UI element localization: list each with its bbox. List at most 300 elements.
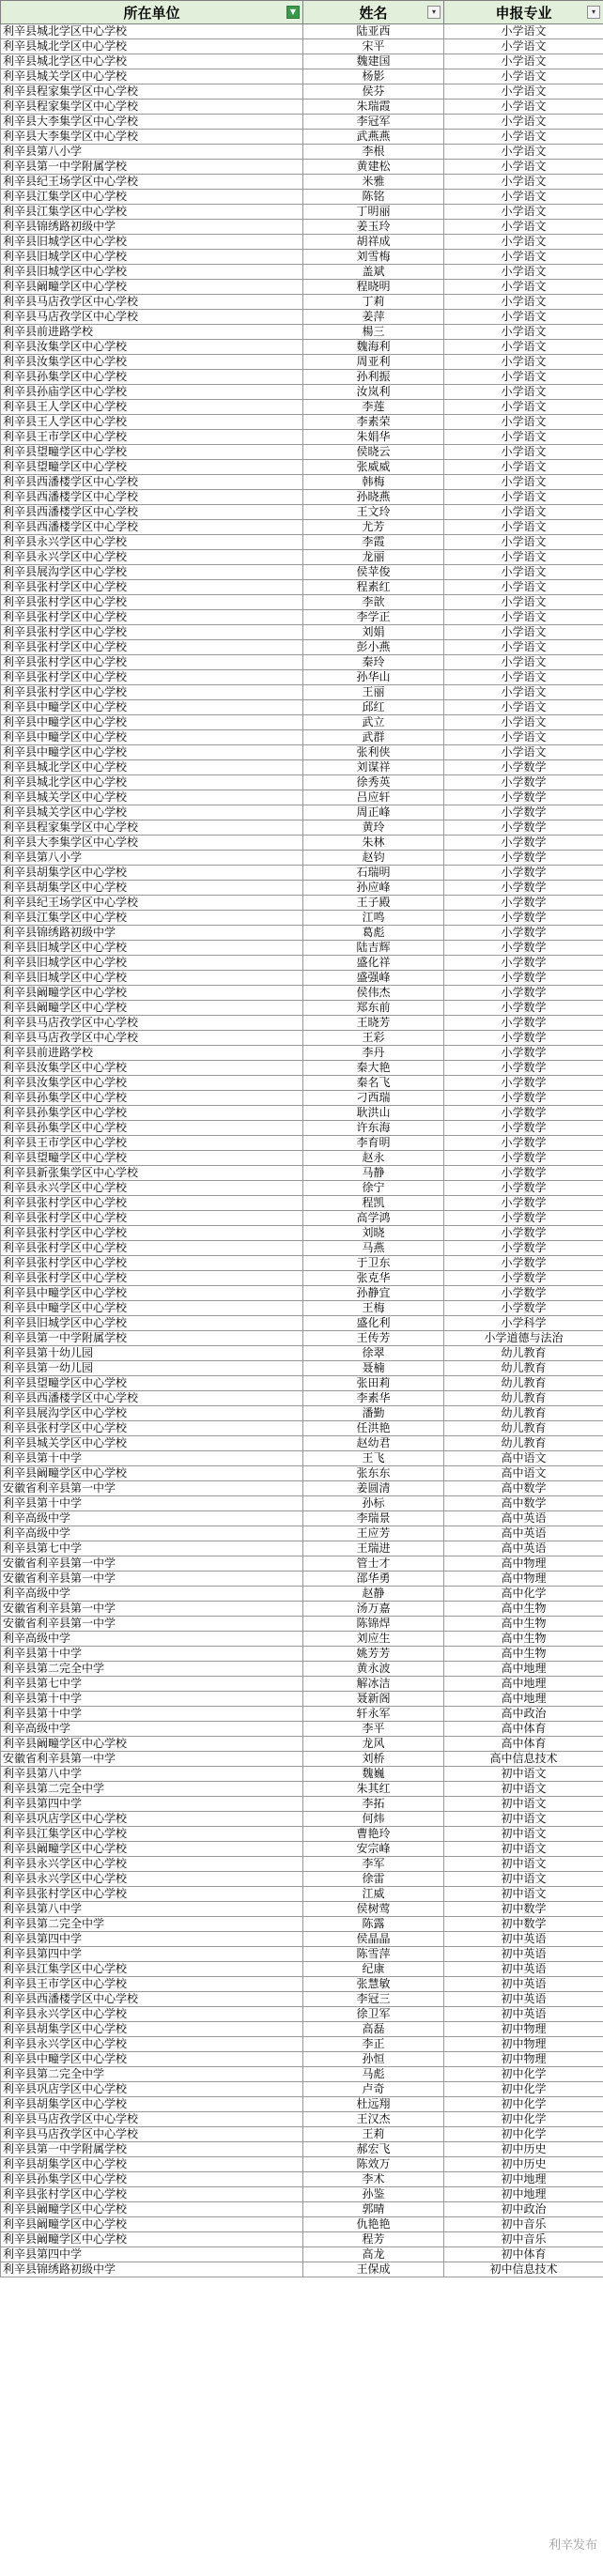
table-row: [1, 2172, 603, 2187]
cell-unit: 利辛县孙集学区中心学校: [1, 2172, 303, 2187]
cell-unit: 利辛县张村学区中心学校: [1, 625, 303, 640]
table-row: [1, 625, 603, 640]
cell-major: 高中体育: [444, 1737, 603, 1752]
cell-unit: 利辛县第二完全中学: [1, 1782, 303, 1797]
cell-unit: 利辛县前进路学校: [1, 325, 303, 340]
table-row: [1, 1346, 603, 1361]
cell-major: 小学语文: [444, 295, 603, 310]
cell-major: 小学数学: [444, 1121, 603, 1136]
cell-name: 高磊: [303, 2022, 444, 2037]
cell-unit: 利辛县程家集学区中心学校: [1, 820, 303, 836]
cell-unit: 利辛县张村学区中心学校: [1, 595, 303, 610]
cell-name: 武燕燕: [303, 130, 444, 145]
cell-name: 张东东: [303, 1466, 444, 1481]
cell-name: 解冰洁: [303, 1677, 444, 1692]
cell-major: 初中英语: [444, 2007, 603, 2022]
cell-name: 葛彪: [303, 926, 444, 941]
cell-unit: 利辛县城关学区中心学校: [1, 805, 303, 820]
cell-major: 高中数学: [444, 1496, 603, 1511]
cell-name: 龙风: [303, 1737, 444, 1752]
cell-name: 武立: [303, 715, 444, 730]
cell-name: 赵静: [303, 1587, 444, 1602]
table-row: [1, 1406, 603, 1421]
cell-unit: 利辛高级中学: [1, 1526, 303, 1541]
table-row: [1, 400, 603, 415]
cell-name: 孙华山: [303, 670, 444, 685]
cell-unit: 利辛县锦绣路初级中学: [1, 220, 303, 235]
cell-name: 秦名飞: [303, 1076, 444, 1091]
cell-unit: 利辛县第四中学: [1, 1797, 303, 1812]
table-row: [1, 1031, 603, 1046]
cell-major: 小学数学: [444, 1031, 603, 1046]
table-row: [1, 1977, 603, 1992]
cell-major: 高中语文: [444, 1451, 603, 1466]
cell-name: 周亚利: [303, 355, 444, 370]
cell-major: 小学语文: [444, 685, 603, 700]
cell-unit: 利辛县阚疃学区中心学校: [1, 2202, 303, 2217]
table-row: [1, 535, 603, 550]
cell-unit: 利辛县孙集学区中心学校: [1, 1106, 303, 1121]
cell-unit: 利辛县汝集学区中心学校: [1, 340, 303, 355]
cell-name: 管士才: [303, 1556, 444, 1572]
cell-major: 小学语文: [444, 460, 603, 475]
table-row: [1, 265, 603, 280]
cell-name: 李莲: [303, 400, 444, 415]
cell-name: 张慧敏: [303, 1977, 444, 1992]
cell-name: 卢奇: [303, 2082, 444, 2097]
cell-name: 石瑞明: [303, 866, 444, 881]
table-row: [1, 1827, 603, 1842]
cell-name: 曹艳玲: [303, 1827, 444, 1842]
table-row: [1, 926, 603, 941]
cell-unit: 利辛县城关学区中心学校: [1, 69, 303, 84]
cell-unit: 利辛县张村学区中心学校: [1, 1256, 303, 1271]
cell-name: 江威: [303, 1887, 444, 1902]
cell-name: 彭小燕: [303, 640, 444, 655]
cell-unit: 利辛县王市学区中心学校: [1, 1977, 303, 1992]
cell-major: 小学数学: [444, 760, 603, 775]
table-row: [1, 836, 603, 851]
cell-major: 小学数学: [444, 1046, 603, 1061]
table-row: [1, 805, 603, 820]
cell-unit: 利辛县旧城学区中心学校: [1, 956, 303, 971]
table-row: [1, 1361, 603, 1376]
cell-unit: 利辛县城关学区中心学校: [1, 1436, 303, 1451]
table-row: [1, 145, 603, 160]
cell-name: 徐翠: [303, 1346, 444, 1361]
cell-name: 尤芳: [303, 520, 444, 535]
cell-name: 侯晓云: [303, 445, 444, 460]
cell-major: 初中数学: [444, 1917, 603, 1932]
cell-unit: 利辛县第二完全中学: [1, 1662, 303, 1677]
cell-unit: 利辛县马店孜学区中心学校: [1, 2112, 303, 2127]
cell-name: 李术: [303, 2172, 444, 2187]
table-row: [1, 1451, 603, 1466]
table-row: [1, 370, 603, 385]
cell-unit: 利辛县马店孜学区中心学校: [1, 2127, 303, 2142]
cell-unit: 利辛县中疃学区中心学校: [1, 2052, 303, 2067]
cell-major: 小学语文: [444, 655, 603, 670]
cell-name: 李冠三: [303, 1992, 444, 2007]
cell-unit: 利辛县江集学区中心学校: [1, 1827, 303, 1842]
cell-major: 高中生物: [444, 1632, 603, 1647]
cell-major: 小学数学: [444, 775, 603, 790]
table-row: [1, 475, 603, 490]
cell-major: 小学语文: [444, 700, 603, 715]
cell-major: 小学语文: [444, 190, 603, 205]
table-row: [1, 775, 603, 790]
cell-major: 初中化学: [444, 2127, 603, 2142]
cell-unit: 利辛县纪王场学区中心学校: [1, 896, 303, 911]
cell-major: 小学语文: [444, 54, 603, 69]
cell-major: 小学语文: [444, 24, 603, 39]
cell-unit: 利辛县中疃学区中心学校: [1, 700, 303, 715]
table-row: [1, 385, 603, 400]
table-row: [1, 715, 603, 730]
cell-unit: 利辛县大李集学区中心学校: [1, 115, 303, 130]
cell-major: 高中地理: [444, 1677, 603, 1692]
cell-major: 小学语文: [444, 340, 603, 355]
table-row: [1, 1556, 603, 1572]
table-row: [1, 2037, 603, 2052]
table-row: [1, 1511, 603, 1526]
table-row: [1, 956, 603, 971]
cell-unit: 利辛县张村学区中心学校: [1, 640, 303, 655]
table-row: [1, 685, 603, 700]
cell-name: 黄建松: [303, 160, 444, 175]
cell-major: 小学数学: [444, 820, 603, 836]
cell-name: 王应芳: [303, 1526, 444, 1541]
cell-name: 邱红: [303, 700, 444, 715]
table-row: [1, 1842, 603, 1857]
table-row: [1, 69, 603, 84]
cell-major: 初中语文: [444, 1782, 603, 1797]
cell-unit: 利辛县第十幼儿园: [1, 1346, 303, 1361]
cell-name: 安宗峰: [303, 1842, 444, 1857]
cell-name: 姜萍: [303, 310, 444, 325]
table-row: [1, 24, 603, 39]
cell-name: 汤万嘉: [303, 1602, 444, 1617]
cell-major: 高中英语: [444, 1526, 603, 1541]
cell-name: 米雅: [303, 175, 444, 190]
cell-name: 郝宏飞: [303, 2142, 444, 2157]
cell-unit: 利辛县张村学区中心学校: [1, 1196, 303, 1211]
cell-unit: 利辛县西潘楼学区中心学校: [1, 1391, 303, 1406]
cell-unit: 利辛县旧城学区中心学校: [1, 971, 303, 986]
cell-unit: 利辛县张村学区中心学校: [1, 1421, 303, 1436]
table-row: [1, 1692, 603, 1707]
cell-major: 小学语文: [444, 235, 603, 250]
watermark: 利辛发布: [548, 2538, 597, 2553]
cell-name: 孙恒: [303, 2052, 444, 2067]
table-row: [1, 1722, 603, 1737]
table-row: [1, 280, 603, 295]
table-row: [1, 1617, 603, 1632]
cell-unit: 利辛县胡集学区中心学校: [1, 866, 303, 881]
cell-name: 徐宁: [303, 1181, 444, 1196]
cell-unit: 利辛县望疃学区中心学校: [1, 1376, 303, 1391]
cell-name: 马静: [303, 1166, 444, 1181]
cell-name: 郑东前: [303, 1001, 444, 1016]
cell-name: 孙晓燕: [303, 490, 444, 505]
table-row: [1, 790, 603, 805]
cell-major: 小学语文: [444, 175, 603, 190]
cell-name: 任洪艳: [303, 1421, 444, 1436]
table-row: [1, 1106, 603, 1121]
table-row: [1, 1902, 603, 1917]
cell-unit: 利辛县展沟学区中心学校: [1, 565, 303, 580]
table-row: [1, 2247, 603, 2262]
cell-unit: 利辛县王人学区中心学校: [1, 400, 303, 415]
table-row: [1, 1812, 603, 1827]
cell-unit: 利辛县永兴学区中心学校: [1, 1872, 303, 1887]
cell-unit: 利辛县旧城学区中心学校: [1, 941, 303, 956]
cell-major: 小学数学: [444, 881, 603, 896]
table-row: [1, 881, 603, 896]
table-row: [1, 1061, 603, 1076]
table-body: [1, 24, 603, 2277]
table-row: [1, 520, 603, 535]
cell-major: 小学数学: [444, 1286, 603, 1301]
cell-major: 小学数学: [444, 1106, 603, 1121]
table-row: [1, 911, 603, 926]
cell-name: 杨影: [303, 69, 444, 84]
table-row: [1, 866, 603, 881]
cell-major: 小学数学: [444, 1181, 603, 1196]
cell-major: 高中政治: [444, 1707, 603, 1722]
cell-major: 小学语文: [444, 580, 603, 595]
cell-unit: 利辛县江集学区中心学校: [1, 911, 303, 926]
cell-unit: 安徽省利辛县第一中学: [1, 1556, 303, 1572]
cell-name: 刘应生: [303, 1632, 444, 1647]
cell-unit: 利辛县中疃学区中心学校: [1, 1286, 303, 1301]
cell-name: 王丽: [303, 685, 444, 700]
table-row: [1, 1797, 603, 1812]
cell-name: 张克华: [303, 1271, 444, 1286]
cell-name: 陈铭: [303, 190, 444, 205]
cell-major: 小学语文: [444, 625, 603, 640]
cell-unit: 利辛县张村学区中心学校: [1, 2187, 303, 2202]
cell-major: 小学语文: [444, 550, 603, 565]
cell-name: 程晓明: [303, 280, 444, 295]
cell-major: 初中化学: [444, 2097, 603, 2112]
table-row: [1, 1001, 603, 1016]
cell-name: 侯伟杰: [303, 986, 444, 1001]
cell-name: 李素荣: [303, 415, 444, 430]
cell-name: 孙鉴: [303, 2187, 444, 2202]
cell-major: 小学语文: [444, 520, 603, 535]
table-row: [1, 610, 603, 625]
cell-unit: 利辛县马店孜学区中心学校: [1, 295, 303, 310]
cell-unit: 利辛县胡集学区中心学校: [1, 2157, 303, 2172]
cell-unit: 利辛县阚疃学区中心学校: [1, 2232, 303, 2247]
table-row: [1, 1496, 603, 1511]
cell-unit: 利辛县城北学区中心学校: [1, 775, 303, 790]
cell-major: 高中信息技术: [444, 1752, 603, 1767]
cell-major: 小学语文: [444, 325, 603, 340]
table-row: [1, 2157, 603, 2172]
cell-major: 小学数学: [444, 1001, 603, 1016]
cell-name: 侯晶晶: [303, 1932, 444, 1947]
cell-unit: 利辛县汝集学区中心学校: [1, 355, 303, 370]
cell-major: 小学语文: [444, 415, 603, 430]
table-row: [1, 1196, 603, 1211]
table-row: [1, 655, 603, 670]
header-unit: [1, 1, 303, 24]
table-row: [1, 1466, 603, 1481]
cell-major: 小学数学: [444, 986, 603, 1001]
cell-unit: 利辛县前进路学校: [1, 1046, 303, 1061]
cell-unit: 利辛县旧城学区中心学校: [1, 235, 303, 250]
cell-unit: 利辛县永兴学区中心学校: [1, 1181, 303, 1196]
table-row: [1, 1647, 603, 1662]
table-row: [1, 971, 603, 986]
table-row: [1, 1541, 603, 1556]
cell-name: 朱娟华: [303, 430, 444, 445]
cell-name: 王梅: [303, 1301, 444, 1316]
table-row: [1, 820, 603, 836]
cell-unit: 利辛县第七中学: [1, 1541, 303, 1556]
cell-name: 秦大艳: [303, 1061, 444, 1076]
cell-unit: 利辛县胡集学区中心学校: [1, 2022, 303, 2037]
cell-unit: 安徽省利辛县第一中学: [1, 1572, 303, 1587]
table-row: [1, 430, 603, 445]
table-row: [1, 2262, 603, 2277]
dropdown-arrow-icon[interactable]: ▾: [587, 6, 600, 19]
cell-unit: 利辛县巩店学区中心学校: [1, 1812, 303, 1827]
cell-name: 李平: [303, 1722, 444, 1737]
cell-major: 小学数学: [444, 1301, 603, 1316]
cell-name: 陆吉辉: [303, 941, 444, 956]
cell-unit: 利辛县汝集学区中心学校: [1, 1061, 303, 1076]
cell-unit: 利辛县展沟学区中心学校: [1, 1406, 303, 1421]
cell-unit: 利辛县西潘楼学区中心学校: [1, 490, 303, 505]
cell-major: 小学数学: [444, 1196, 603, 1211]
cell-major: 高中数学: [444, 1481, 603, 1496]
cell-unit: 安徽省利辛县第一中学: [1, 1752, 303, 1767]
cell-name: 张威威: [303, 460, 444, 475]
cell-name: 盛化利: [303, 1316, 444, 1331]
funnel-icon[interactable]: ▼: [286, 6, 300, 19]
cell-major: 小学数学: [444, 971, 603, 986]
cell-major: 幼儿教育: [444, 1346, 603, 1361]
cell-name: 李瑞景: [303, 1511, 444, 1526]
cell-major: 小学语文: [444, 265, 603, 280]
cell-unit: 利辛县孙集学区中心学校: [1, 1091, 303, 1106]
cell-name: 魏海利: [303, 340, 444, 355]
cell-unit: 利辛县第四中学: [1, 1947, 303, 1962]
cell-name: 黄玲: [303, 820, 444, 836]
cell-unit: 利辛县第一中学附属学校: [1, 160, 303, 175]
dropdown-arrow-icon[interactable]: ▾: [427, 6, 441, 19]
table-row: [1, 1286, 603, 1301]
table-row: [1, 1917, 603, 1932]
cell-major: 幼儿教育: [444, 1421, 603, 1436]
cell-name: 盛强峰: [303, 971, 444, 986]
cell-name: 高学鸿: [303, 1211, 444, 1226]
cell-name: 宋平: [303, 39, 444, 54]
cell-name: 陈雪萍: [303, 1947, 444, 1962]
cell-unit: 利辛县旧城学区中心学校: [1, 250, 303, 265]
table-row: [1, 1481, 603, 1496]
cell-name: 何炜: [303, 1812, 444, 1827]
cell-unit: 利辛县第七中学: [1, 1677, 303, 1692]
cell-major: 初中语文: [444, 1827, 603, 1842]
cell-unit: 利辛县张村学区中心学校: [1, 610, 303, 625]
table-row: [1, 1241, 603, 1256]
cell-major: 小学数学: [444, 836, 603, 851]
cell-name: 胡祥成: [303, 235, 444, 250]
table-row: [1, 115, 603, 130]
table-row: [1, 1947, 603, 1962]
cell-major: 初中英语: [444, 1962, 603, 1977]
cell-major: 小学语文: [444, 670, 603, 685]
cell-major: 小学语文: [444, 385, 603, 400]
cell-unit: 利辛县大李集学区中心学校: [1, 130, 303, 145]
cell-major: 小学数学: [444, 1241, 603, 1256]
cell-major: 小学语文: [444, 400, 603, 415]
cell-major: 高中化学: [444, 1587, 603, 1602]
cell-major: 小学语文: [444, 115, 603, 130]
cell-name: 侯苹俊: [303, 565, 444, 580]
cell-name: 李拓: [303, 1797, 444, 1812]
cell-name: 程凯: [303, 1196, 444, 1211]
table-row: [1, 896, 603, 911]
cell-unit: 利辛县第一中学附属学校: [1, 1331, 303, 1346]
cell-unit: 利辛高级中学: [1, 1511, 303, 1526]
cell-name: 孙利振: [303, 370, 444, 385]
cell-name: 于卫东: [303, 1256, 444, 1271]
table-row: [1, 1376, 603, 1391]
table-row: [1, 2082, 603, 2097]
cell-name: 纪康: [303, 1962, 444, 1977]
cell-name: 楊三: [303, 325, 444, 340]
cell-name: 杜远翔: [303, 2097, 444, 2112]
cell-major: 小学语文: [444, 490, 603, 505]
cell-unit: 利辛县江集学区中心学校: [1, 1962, 303, 1977]
cell-name: 赵幼君: [303, 1436, 444, 1451]
cell-name: 李育明: [303, 1136, 444, 1151]
table-row: [1, 160, 603, 175]
cell-name: 侯树莺: [303, 1902, 444, 1917]
cell-unit: 利辛县汝集学区中心学校: [1, 1076, 303, 1091]
cell-name: 汝岚利: [303, 385, 444, 400]
table-row: [1, 1076, 603, 1091]
cell-major: 小学语文: [444, 535, 603, 550]
cell-major: 小学语文: [444, 39, 603, 54]
cell-major: 小学语文: [444, 220, 603, 235]
cell-unit: 利辛县张村学区中心学校: [1, 580, 303, 595]
cell-major: 幼儿教育: [444, 1406, 603, 1421]
cell-unit: 利辛县西潘楼学区中心学校: [1, 505, 303, 520]
cell-unit: 利辛县中疃学区中心学校: [1, 715, 303, 730]
cell-major: 小学数学: [444, 805, 603, 820]
header-row: [1, 1, 603, 24]
cell-unit: 利辛县第四中学: [1, 1932, 303, 1947]
cell-name: 刘雪梅: [303, 250, 444, 265]
cell-name: 丁明丽: [303, 205, 444, 220]
header-name: [303, 1, 444, 24]
table-row: [1, 986, 603, 1001]
cell-unit: 利辛县张村学区中心学校: [1, 1211, 303, 1226]
cell-unit: 利辛县第八中学: [1, 1767, 303, 1782]
table-row: [1, 1962, 603, 1977]
cell-unit: 利辛县旧城学区中心学校: [1, 265, 303, 280]
table-row: [1, 130, 603, 145]
cell-name: 许东海: [303, 1121, 444, 1136]
cell-major: 小学数学: [444, 1166, 603, 1181]
cell-major: 小学语文: [444, 205, 603, 220]
